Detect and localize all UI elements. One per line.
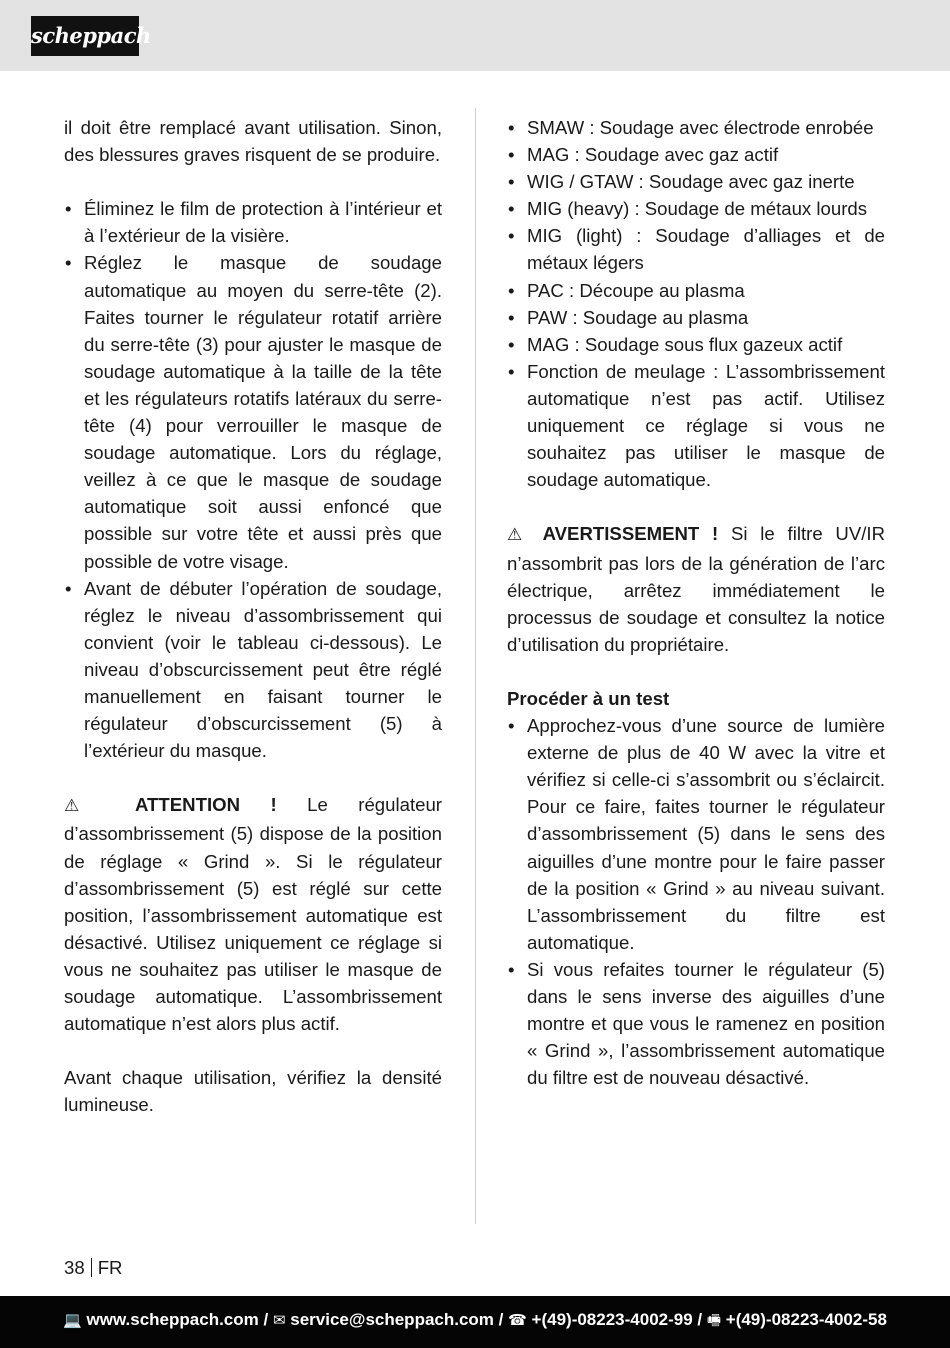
list-item: • Si vous refaites tourner le régulateur (5) dans le sens inverse des aiguilles d’une montre et que vous le ramenez en position « Grind », l’assombrissement automatique du filtre est de nouveau désactivé.: [507, 956, 885, 1091]
footer-website: www.scheppach.com /: [86, 1310, 269, 1329]
intro-paragraph: il doit être remplacé avant utilisation. Sinon, des blessures graves risquent de se produire.: [64, 117, 442, 166]
list-item: • Avant de débuter l’opération de soudage, réglez le niveau d’assombrissement qui convient (voir le tableau ci-dessous). Le niveau d’obscurcissement peut être réglé manuellement en faisant tourner le régulateur d’obscurcissement (5) à l’extérieur du masque.: [64, 575, 442, 765]
page-number: [64, 1256, 122, 1280]
phone-icon: ☎: [508, 1311, 527, 1329]
list-item: • WIG / GTAW : Soudage avec gaz inerte: [507, 168, 885, 195]
scheppach-logo: scheppach: [31, 16, 139, 56]
closing-paragraph: Avant chaque utilisation, vérifiez la densité lumineuse.: [64, 1067, 442, 1116]
footer-email: service@scheppach.com /: [290, 1310, 504, 1329]
footer-phone: +(49)-08223-4002-99 /: [531, 1310, 703, 1329]
list-item: • MIG (light) : Soudage d’alliages et de métaux légers: [507, 222, 885, 276]
warning-triangle-icon: ⚠: [64, 796, 105, 817]
page-language: FR: [97, 1257, 123, 1278]
left-column: [64, 114, 442, 1118]
attention-text: Le régulateur d’assombrissement (5) dispose de la position de réglage « Grind ». Si le régulateur d’assombrissement (5) est réglé sur cette position, l’assombrissement automatique est désactivé. Utilisez uniquement ce réglage si vous ne souhaitez pas utiliser le masque de soudage automatique. L’assombrissement automatique n’est alors plus actif.: [64, 794, 442, 1035]
list-item: • Approchez-vous d’une source de lumière externe de plus de 40 W avec la vitre et vérifiez si celle-ci s’assombrit ou s’éclaircit. Pour ce faire, faites tourner le régulateur d’assombrissement (5) dans le sens des aiguilles d’une montre pour le faire passer de la position « Grind » au niveau suivant. L’assombrissement du filtre est automatique.: [507, 712, 885, 956]
fax-icon: 🖷: [706, 1311, 722, 1329]
warning-note: [507, 520, 885, 657]
list-item: • PAC : Découpe au plasma: [507, 277, 885, 304]
test-list: [507, 712, 885, 1091]
test-heading: Procéder à un test: [507, 687, 670, 709]
page-header: [0, 0, 950, 71]
warning-text: Si le filtre UV/IR n’assombrit pas lors de la génération de l’arc électrique, arrêtez immédiatement le processus de soudage et consultez la notice d’utilisation du propriétaire.: [507, 523, 886, 655]
list-item: • MIG (heavy) : Soudage de métaux lourds: [507, 195, 885, 222]
mail-icon: ✉: [272, 1311, 286, 1329]
list-item: • Éliminez le film de protection à l’intérieur et à l’extérieur de la visière.: [64, 195, 442, 249]
attention-note: [64, 791, 442, 1037]
attention-label: ATTENTION !: [135, 794, 277, 816]
list-item: • Réglez le masque de soudage automatique au moyen du serre-tête (2). Faites tourner le régulateur rotatif arrière du serre-tête (3) pour ajuster le masque de soudage automatique à la taille de la tête et les régulateurs rotatifs latéraux du serre-tête (4) pour verrouiller le masque de soudage automatique. Lors du réglage, veillez à ce que le masque de soudage automatique soit aussi enfoncé que possible sur votre tête et aussi près que possible de votre visage.: [64, 249, 442, 574]
list-item: • SMAW : Soudage avec électrode enrobée: [507, 114, 885, 141]
page-number-value: 38: [64, 1257, 85, 1278]
preparation-list: [64, 195, 442, 764]
list-item: • MAG : Soudage avec gaz actif: [507, 141, 885, 168]
list-item: • Fonction de meulage : L’assombrissement automatique n’est pas actif. Utilisez uniquement ce réglage si vous ne souhaitez pas utiliser le masque de soudage automatique.: [507, 358, 885, 493]
page-footer: [0, 1296, 950, 1348]
page-number-separator: [91, 1258, 92, 1277]
footer-fax: +(49)-08223-4002-58: [725, 1310, 887, 1329]
welding-modes-list: [507, 114, 885, 493]
right-column: [507, 114, 885, 1091]
column-divider: [475, 108, 476, 1224]
list-item: • MAG : Soudage sous flux gazeux actif: [507, 331, 885, 358]
computer-icon: 💻: [63, 1311, 82, 1329]
list-item: • PAW : Soudage au plasma: [507, 304, 885, 331]
warning-label: AVERTISSEMENT !: [542, 523, 719, 545]
warning-triangle-icon: ⚠: [507, 525, 530, 546]
